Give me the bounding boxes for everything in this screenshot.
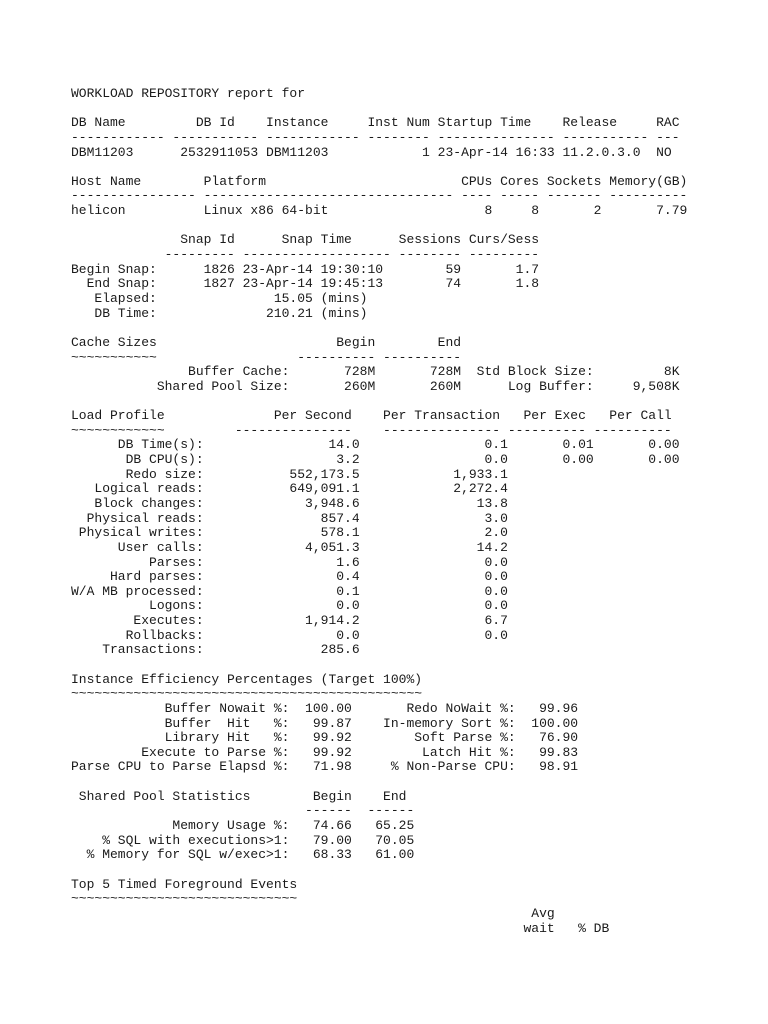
report-line: Hard parses: 0.4 0.0 bbox=[71, 569, 508, 585]
report-line bbox=[71, 321, 687, 336]
report-line: WORKLOAD REPOSITORY report for bbox=[71, 86, 306, 101]
report-line: Logons: 0.0 0.0 bbox=[71, 598, 508, 614]
report-line: Top 5 Timed Foreground Events bbox=[71, 876, 298, 892]
report-line: --------- ------------------- -------- --------- bbox=[71, 247, 540, 263]
report-line: Shared Pool Statistics Begin End bbox=[71, 788, 407, 804]
report-line: Load Profile Per Second Per Transaction Per Exec Per Call bbox=[71, 408, 672, 424]
report-line: Library Hit %: 99.92 Soft Parse %: 76.90 bbox=[71, 730, 579, 746]
report-line bbox=[71, 160, 687, 175]
report-line: DB Time: 210.21 (mins) bbox=[71, 305, 368, 321]
report-line: ---------------- -------------------------------- ---- ----- ------- ---------- bbox=[71, 188, 688, 204]
report-line: ------------ ----------- ------------ -------- --------------- ----------- --- bbox=[71, 129, 680, 145]
report-line: ~~~~~~~~~~~ ---------- ---------- bbox=[71, 349, 462, 365]
report-line: End Snap: 1827 23-Apr-14 19:45:13 74 1.8 bbox=[71, 276, 540, 292]
report-line: ------ ------ bbox=[71, 803, 415, 819]
report-line: Buffer Hit %: 99.87 In-memory Sort %: 100.00 bbox=[71, 715, 579, 731]
report-line: Rollbacks: 0.0 0.0 bbox=[71, 627, 508, 643]
report-line: % Memory for SQL w/exec>1: 68.33 61.00 bbox=[71, 847, 415, 863]
report-line: Redo size: 552,173.5 1,933.1 bbox=[71, 466, 508, 482]
report-line: W/A MB processed: 0.1 0.0 bbox=[71, 583, 508, 599]
report-line: Physical writes: 578.1 2.0 bbox=[71, 525, 508, 541]
report-line: Executes: 1,914.2 6.7 bbox=[71, 613, 508, 629]
report-line: Memory Usage %: 74.66 65.25 bbox=[71, 818, 415, 834]
report-line: DB CPU(s): 3.2 0.0 0.00 0.00 bbox=[71, 452, 680, 468]
report-line: helicon Linux x86 64-bit 8 8 2 7.79 bbox=[71, 203, 688, 219]
report-line: ~~~~~~~~~~~~~~~~~~~~~~~~~~~~~~~~~~~~~~~~~~~~~ bbox=[71, 686, 423, 702]
report-line: User calls: 4,051.3 14.2 bbox=[71, 539, 508, 555]
report-line: wait % DB bbox=[71, 920, 610, 936]
report-line: Physical reads: 857.4 3.0 bbox=[71, 510, 508, 526]
report-line bbox=[71, 394, 687, 409]
report-line: Host Name Platform CPUs Cores Sockets Memory(GB) bbox=[71, 173, 688, 189]
awr-report-text bbox=[71, 87, 687, 936]
report-line: Parses: 1.6 0.0 bbox=[71, 554, 508, 570]
report-line: Begin Snap: 1826 23-Apr-14 19:30:10 59 1.7 bbox=[71, 261, 540, 277]
report-line: Logical reads: 649,091.1 2,272.4 bbox=[71, 481, 508, 497]
report-line: Avg bbox=[71, 905, 555, 921]
report-line: % SQL with executions>1: 79.00 70.05 bbox=[71, 832, 415, 848]
report-line bbox=[71, 775, 687, 790]
report-line: DB Name DB Id Instance Inst Num Startup Time Release RAC bbox=[71, 115, 680, 131]
report-line: Instance Efficiency Percentages (Target 100%) bbox=[71, 671, 423, 687]
report-line: Block changes: 3,948.6 13.8 bbox=[71, 495, 508, 511]
report-line: Buffer Cache: 728M 728M Std Block Size: 8K bbox=[71, 364, 680, 380]
report-line bbox=[71, 102, 687, 117]
report-line bbox=[71, 863, 687, 878]
report-line bbox=[71, 658, 687, 673]
report-line bbox=[71, 219, 687, 234]
report-line: Snap Id Snap Time Sessions Curs/Sess bbox=[71, 232, 540, 248]
report-line: ~~~~~~~~~~~~ --------------- --------------- ---------- ---------- bbox=[71, 422, 672, 438]
report-line: Cache Sizes Begin End bbox=[71, 334, 462, 350]
report-line: Parse CPU to Parse Elapsd %: 71.98 % Non-Parse CPU: 98.91 bbox=[71, 759, 579, 775]
report-line: Execute to Parse %: 99.92 Latch Hit %: 99.83 bbox=[71, 744, 579, 760]
report-line: Transactions: 285.6 bbox=[71, 642, 360, 658]
report-line: DB Time(s): 14.0 0.1 0.01 0.00 bbox=[71, 437, 680, 453]
report-line: DBM11203 2532911053 DBM11203 1 23-Apr-14 16:33 11.2.0.3.0 NO bbox=[71, 144, 672, 160]
report-line: ~~~~~~~~~~~~~~~~~~~~~~~~~~~~~ bbox=[71, 891, 298, 907]
report-line: Shared Pool Size: 260M 260M Log Buffer: 9,508K bbox=[71, 378, 680, 394]
report-line: Buffer Nowait %: 100.00 Redo NoWait %: 99.96 bbox=[71, 700, 579, 716]
report-line: Elapsed: 15.05 (mins) bbox=[71, 290, 368, 306]
